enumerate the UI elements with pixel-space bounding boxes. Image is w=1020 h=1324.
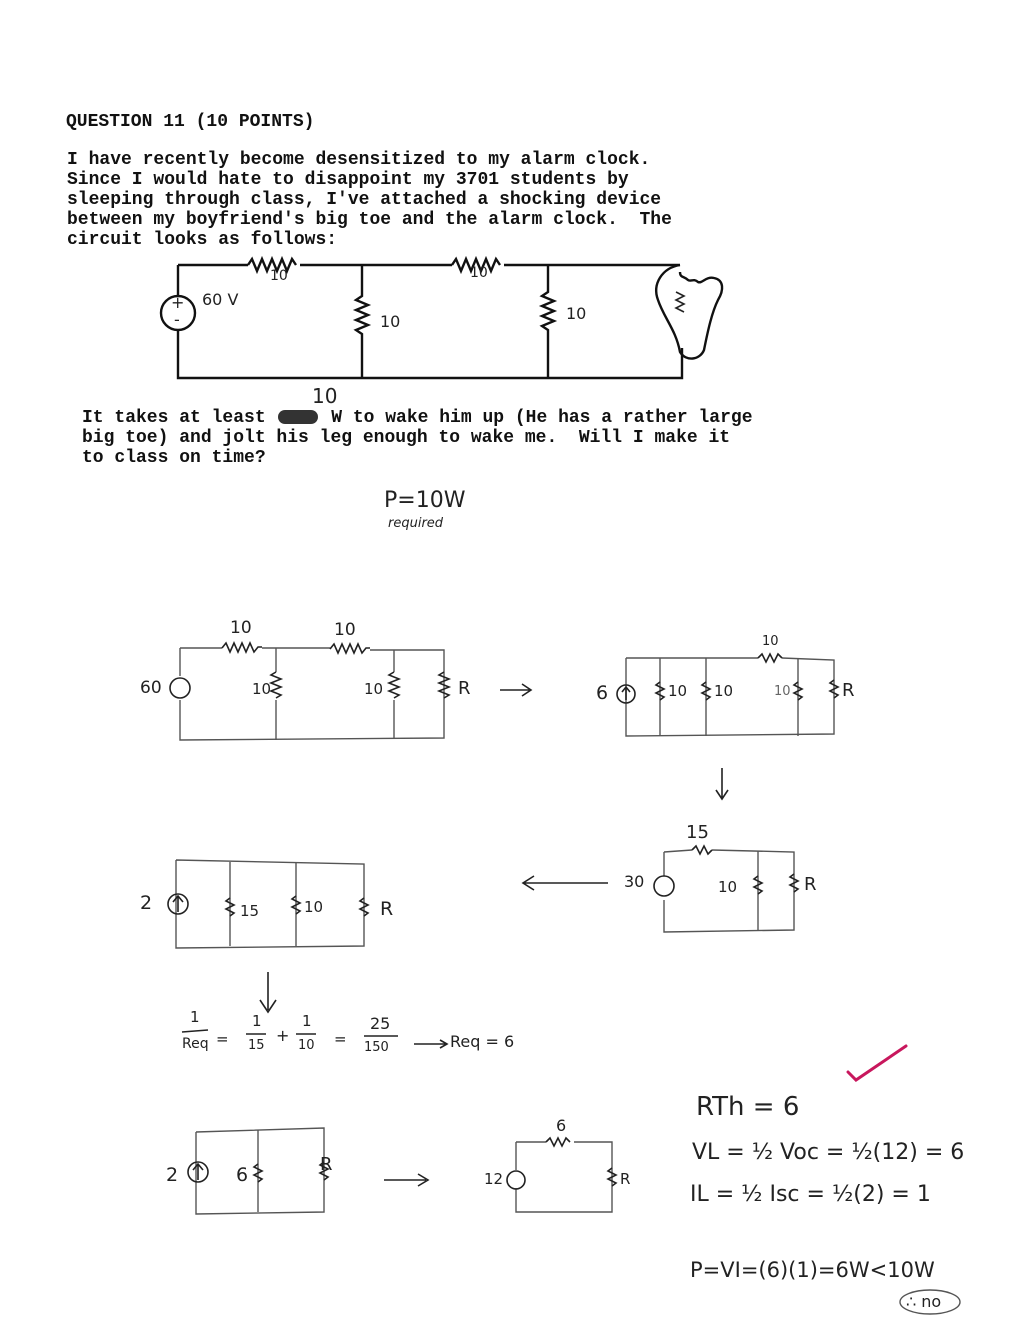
step4-load-label: R [380,898,394,920]
step1-circuit [170,643,531,740]
step1-r-shunt1 [271,672,281,698]
arrow-right-1 [500,684,531,696]
step4-r-a-label: 15 [240,902,260,920]
step4-source-arrow [173,896,183,912]
req-res-den: 150 [364,1040,389,1055]
step6-load-label: R [620,1170,631,1188]
step5-load-label: R [320,1154,333,1175]
main-r3-resistor [356,265,368,378]
req-result: Req = 6 [450,1032,515,1051]
req-lhs-num: 1 [190,1008,200,1026]
step3-r-top-label: 15 [686,822,709,843]
step1-source-label: 60 [140,678,162,698]
req-eq-sign1: = [216,1030,229,1048]
step1-r-shunt2-label: 10 [364,680,384,698]
main-r1-label: 10 [270,268,288,284]
main-bottom-wire [178,265,682,378]
main-r4-resistor [542,265,554,378]
check-mark-icon [848,1046,906,1080]
step5-wires [196,1128,324,1214]
step1-r-top1-label: 10 [230,618,252,638]
step6-wires [516,1142,612,1212]
req-plus-sign: + [276,1026,290,1045]
step1-r-top2 [330,644,370,653]
step1-source [170,678,190,698]
req-eq-sign2: = [334,1030,347,1048]
step4-wires [176,860,364,948]
step1-r-top1 [222,643,262,652]
step2-r-c-label: 10 [774,684,791,699]
step3-r-shunt-label: 10 [718,878,738,896]
req-t1-den: 15 [248,1038,265,1053]
arrow-down-2 [260,972,276,1012]
minus-sign: - [174,310,180,329]
body-line-5: circuit looks as follows: [67,230,338,250]
req-t2-den: 10 [298,1038,315,1053]
plus-sign: + [171,293,185,312]
arrow-down-1 [716,768,728,799]
conclusion: ∴ no [906,1292,942,1311]
rth-result: RTh = 6 [696,1092,800,1122]
main-source-label: 60 V [202,290,239,309]
step4-circuit [168,860,368,1012]
step3-source-label: 30 [624,872,645,891]
step1-wires [180,648,444,740]
step2-r-a-label: 10 [668,682,688,700]
step2-source-label: 6 [596,682,609,704]
step5-circuit [188,1128,428,1214]
prompt-line-3: to class on time? [82,448,266,468]
arrow-to-req [414,1040,447,1048]
step5-source-arrow [193,1164,203,1180]
step5-r-label: 6 [236,1164,249,1186]
fraction-bars [182,1030,398,1036]
power-required: P=10W [384,488,466,513]
vl-result: VL = ½ Voc = ½(12) = 6 [692,1140,965,1165]
prompt-prefix: It takes at least [82,408,277,428]
prompt-suffix: W to wake him up (He has a rather large [320,408,753,428]
arrow-right-2 [384,1174,428,1186]
step2-r-b-label: 10 [714,682,734,700]
prompt-line-2: big toe) and jolt his leg enough to wake me. Will I make it [82,428,731,448]
step3-r-top [692,846,712,854]
required-note: required [388,516,444,531]
step3-load-label: R [804,874,817,895]
arrow-left-1 [523,876,608,890]
step2-source-arrow [622,687,630,700]
body-line-1: I have recently become desensitized to my alarm clock. [67,150,651,170]
body-line-2: Since I would hate to disappoint my 3701 students by [67,170,629,190]
step6-circuit [507,1138,616,1212]
step4-source-label: 2 [140,892,153,914]
step1-r-shunt2 [389,672,399,698]
step5-source-label: 2 [166,1164,179,1186]
step1-r-shunt1-label: 10 [252,680,272,698]
main-r3-label: 10 [380,312,401,331]
step2-r-top [758,654,782,662]
req-res-num: 25 [370,1014,391,1033]
step2-circuit [617,654,838,799]
main-r4-label: 10 [566,304,587,323]
main-circuit [161,259,722,378]
main-r2-label: 10 [470,265,488,281]
step1-r-top2-label: 10 [334,620,356,640]
step6-source [507,1171,525,1189]
step6-r-top [546,1138,570,1146]
step6-source-label: 12 [484,1170,504,1188]
step3-source [654,876,674,896]
handwritten-watts: 10 [312,384,338,408]
step4-r-b-label: 10 [304,898,324,916]
step2-r-top-label: 10 [762,634,779,649]
step2-load-label: R [842,680,855,701]
il-result: IL = ½ Isc = ½(2) = 1 [690,1182,931,1207]
question-heading: QUESTION 11 (10 POINTS) [66,112,315,132]
body-line-4: between my boyfriend's big toe and the alarm clock. The [67,210,672,230]
big-toe-foot [656,265,722,359]
req-lhs-den: Req [182,1036,209,1052]
step3-circuit [523,846,798,932]
step1-load-label: R [458,678,471,699]
power-result: P=VI=(6)(1)=6W<10W [690,1258,935,1282]
req-t1-num: 1 [252,1012,262,1030]
req-t2-num: 1 [302,1012,312,1030]
foot-resistor-mark [676,292,684,312]
step6-r-top-label: 6 [556,1116,567,1135]
body-line-3: sleeping through class, I've attached a shocking device [67,190,662,210]
